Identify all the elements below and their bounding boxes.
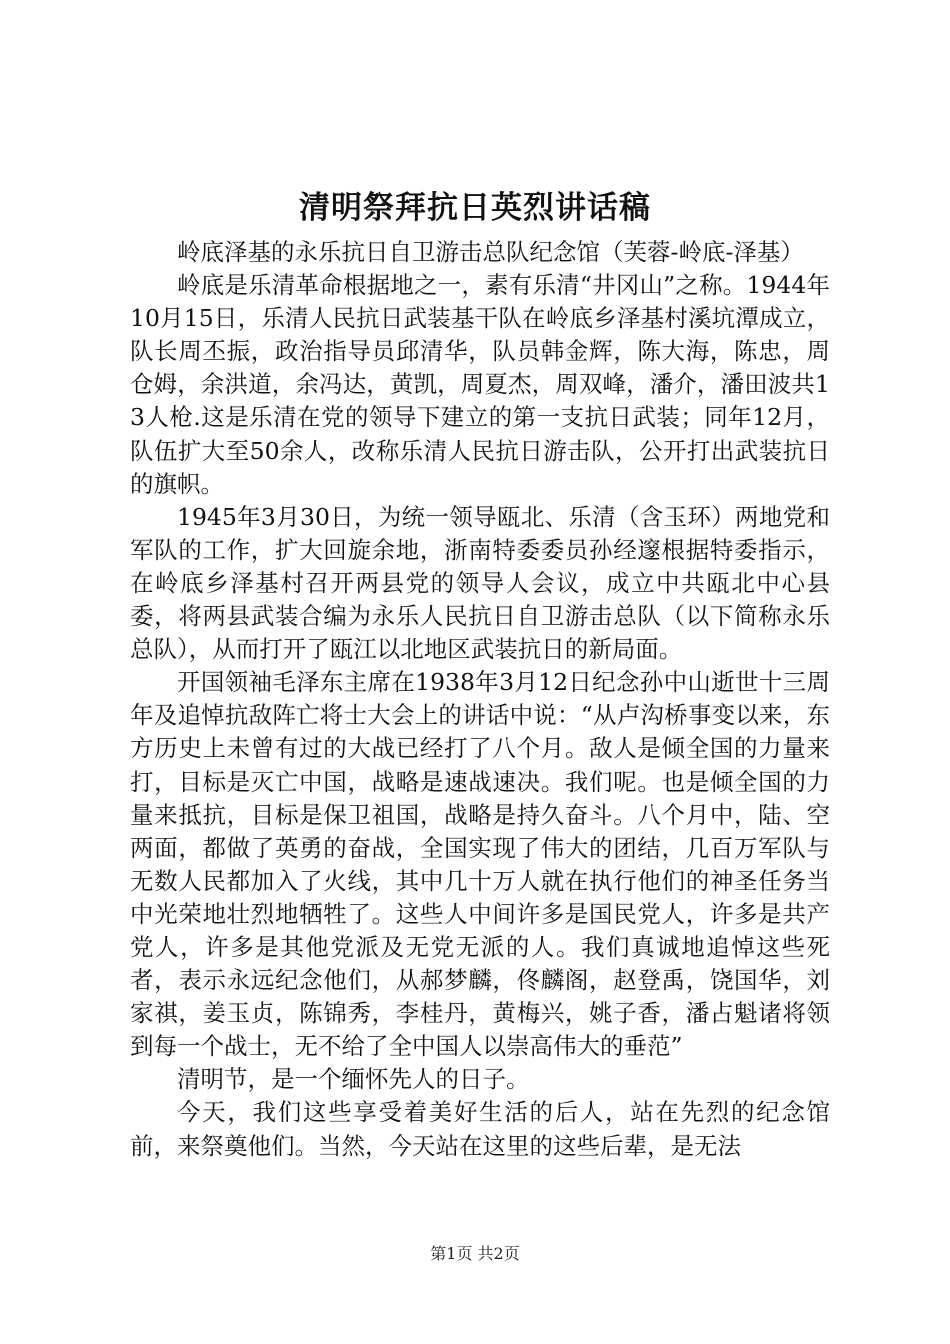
paragraph: 清明节，是一个缅怀先人的日子。: [177, 1065, 530, 1094]
paragraph: 今天，我们这些享受着美好生活的后人，站在先烈的纪念馆前，来祭奠他们。当然，今天站在这里的这些后辈，是无法: [130, 1098, 830, 1160]
paragraph: 1945年3月30日，为统一领导瓯北、乐清（含玉环）两地党和军队的工作，扩大回旋余地，浙南特委委员孙经邃根据特委指示，在岭底乡泽基村召开两县党的领导人会议，成立中共瓯北中心县委，将两县武装合编为永乐人民抗日自卫游击总队（以下简称永乐总队），从而打开了瓯江以北地区武装抗日的新局面。: [130, 502, 830, 664]
document-body: [130, 236, 830, 1163]
paragraph: 岭底是乐清革命根据地之一，素有乐清“井冈山”之称。1944年10月15日，乐清人民抗日武装基干队在岭底乡泽基村溪坑潭成立，队长周丕振，政治指导员邱清华，队员韩金辉，陈大海，陈忠，周仓姆，余洪道，余冯达，黄凯，周夏杰，周双峰，潘介，潘田波共13人枪.这是乐清在党的领导下建立的第一支抗日武装；同年12月，队伍扩大至50余人，改称乐清人民抗日游击队，公开打出武装抗日的旗帜。: [130, 271, 830, 498]
paragraph: 岭底泽基的永乐抗日自卫游击总队纪念馆（芙蓉-岭底-泽基）: [177, 238, 804, 266]
page-number-footer: 第1页 共2页: [430, 1244, 520, 1263]
document-title: 清明祭拜抗日英烈讲话稿: [299, 190, 651, 226]
paragraph: 开国领袖毛泽东主席在1938年3月12日纪念孙中山逝世十三周年及追悼抗敌阵亡将士大会上的讲话中说：“从卢沟桥事变以来，东方历史上未曾有过的大战已经打了八个月。敌人是倾全国的力量来打，目标是灭亡中国，战略是速战速决。我们呢。也是倾全国的力量来抵抗，目标是保卫祖国，战略是持久奋斗。八个月中，陆、空两面，都做了英勇的奋战，全国实现了伟大的团结，几百万军队与无数人民都加入了火线，其中几十万人就在执行他们的神圣任务当中光荣地壮烈地牺牲了。这些人中间许多是国民党人，许多是共产党人，许多是其他党派及无党无派的人。我们真诚地追悼这些死者，表示永远纪念他们，从郝梦麟，佟麟阁，赵登禹，饶国华，刘家祺，姜玉贞，陈锦秀，李桂丹，黄梅兴，姚子香，潘占魁诸将领到每一个战士，无不给了全中国人以崇高伟大的垂范”: [130, 668, 830, 1061]
